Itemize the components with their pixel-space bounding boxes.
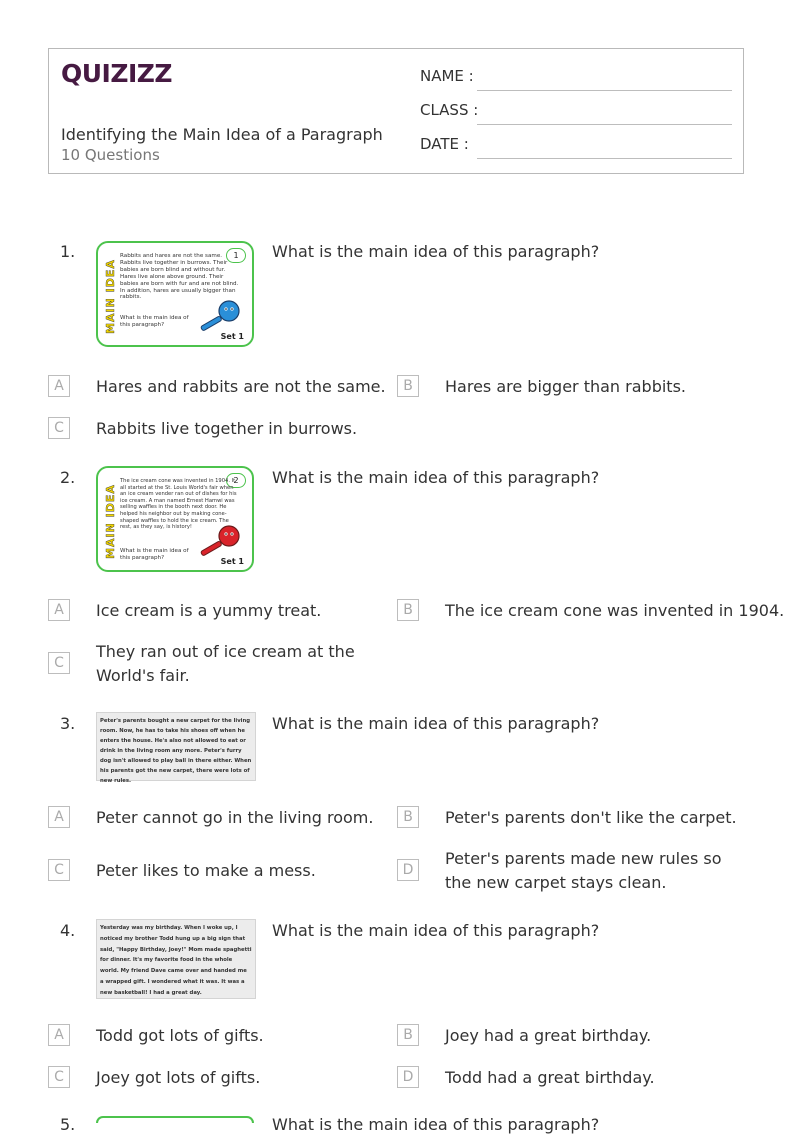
name-line[interactable] xyxy=(477,90,732,91)
question-image xyxy=(96,466,254,572)
question-text: What is the main idea of this paragraph? xyxy=(272,1115,600,1134)
option-letter-box[interactable]: A xyxy=(48,599,70,621)
option-text[interactable]: Ice cream is a yummy treat. xyxy=(96,601,322,620)
option-letter-box[interactable]: B xyxy=(397,806,419,828)
question-number: 5. xyxy=(60,1115,76,1134)
option-text[interactable]: Peter's parents don't like the carpet. xyxy=(445,808,737,827)
option-text[interactable]: Todd got lots of gifts. xyxy=(96,1026,264,1045)
option-text[interactable]: The ice cream cone was invented in 1904. xyxy=(445,601,785,620)
card-set: Set 1 xyxy=(220,332,244,341)
date-label: DATE : xyxy=(420,135,469,153)
option-text[interactable]: Hares are bigger than rabbits. xyxy=(445,377,686,396)
card-prompt: What is the main idea of this paragraph? xyxy=(120,315,189,328)
option-letter-box[interactable]: C xyxy=(48,417,70,439)
option-text[interactable]: Joey had a great birthday. xyxy=(445,1026,652,1045)
option-text[interactable]: Joey got lots of gifts. xyxy=(96,1068,261,1087)
option-text[interactable]: Peter likes to make a mess. xyxy=(96,861,316,880)
question-text: What is the main idea of this paragraph? xyxy=(272,468,600,487)
card-number: 2 xyxy=(226,473,246,488)
question-text: What is the main idea of this paragraph? xyxy=(272,921,600,940)
question-image xyxy=(96,1116,254,1123)
question-image: Peter's parents bought a new carpet for the living room. Now, he has to take his shoes off when he enters the house. He's also not allowed to eat or drink in the living room any more. Peter's furry dog isn't allowed to play ball in there either. When his parents got the new carpet, there were lots of new rules. xyxy=(96,712,256,781)
option-letter-box[interactable]: B xyxy=(397,375,419,397)
key-icon xyxy=(198,299,242,333)
option-letter-box[interactable]: C xyxy=(48,652,70,674)
main-idea-label: MAIN IDEA xyxy=(103,483,117,559)
class-field[interactable] xyxy=(420,101,732,125)
option-letter-box[interactable]: D xyxy=(397,1066,419,1088)
option-letter-box[interactable]: B xyxy=(397,1024,419,1046)
card-paragraph: Rabbits and hares are not the same. Rabbits live together in burrows. Their babies are born blind and without fur. Hares live alone above ground. Their babies are born with fur and are not blind. In addition, hares are usually bigger than rabbits. xyxy=(120,253,239,301)
main-idea-label: MAIN IDEA xyxy=(103,258,117,334)
date-field[interactable] xyxy=(420,135,732,159)
option-letter-box[interactable]: A xyxy=(48,1024,70,1046)
question-text: What is the main idea of this paragraph? xyxy=(272,714,600,733)
quizizz-logo: QUIZIZZ xyxy=(61,59,173,88)
name-field[interactable] xyxy=(420,67,732,91)
question-number: 3. xyxy=(60,714,76,733)
question-text: What is the main idea of this paragraph? xyxy=(272,242,600,261)
worksheet-header xyxy=(48,48,744,174)
class-label: CLASS : xyxy=(420,101,479,119)
option-text[interactable]: Hares and rabbits are not the same. xyxy=(96,377,386,396)
name-label: NAME : xyxy=(420,67,474,85)
card-set: Set 1 xyxy=(220,557,244,566)
question-number: 2. xyxy=(60,468,76,487)
question-image xyxy=(96,241,254,347)
option-text[interactable]: Peter cannot go in the living room. xyxy=(96,808,374,827)
class-line[interactable] xyxy=(477,124,732,125)
option-letter-box[interactable]: A xyxy=(48,806,70,828)
date-line[interactable] xyxy=(477,158,732,159)
question-count: 10 Questions xyxy=(61,146,160,164)
option-letter-box[interactable]: B xyxy=(397,599,419,621)
option-text[interactable]: Peter's parents made new rules so the new carpet stays clean. xyxy=(445,849,722,892)
card-paragraph: The ice cream cone was invented in 1904. It all started at the St. Louis World's fair when an ice cream vender ran out of dishes for his ice cream. A man named Ernest Hamwi was selling waffles in the booth next door. He helped his neighbor out by making cone-shaped waffles to hold the ice cream. The rest, as they say, is history! xyxy=(120,478,237,531)
question-number: 4. xyxy=(60,921,76,940)
option-letter-box[interactable]: C xyxy=(48,1066,70,1088)
card-prompt: What is the main idea of this paragraph? xyxy=(120,548,189,561)
option-text[interactable]: Rabbits live together in burrows. xyxy=(96,419,358,438)
option-text[interactable]: Todd had a great birthday. xyxy=(445,1068,655,1087)
option-text[interactable]: They ran out of ice cream at the World's fair. xyxy=(96,642,355,685)
option-letter-box[interactable]: C xyxy=(48,859,70,881)
card-number: 1 xyxy=(226,248,246,263)
option-letter-box[interactable]: A xyxy=(48,375,70,397)
question-number: 1. xyxy=(60,242,76,261)
key-icon xyxy=(198,524,242,558)
worksheet-title: Identifying the Main Idea of a Paragraph xyxy=(61,125,383,144)
question-image: Yesterday was my birthday. When I woke up, I noticed my brother Todd hung up a big sign that said, "Happy Birthday, Joey!" Mom made spaghetti for dinner. It's my favorite food in the whole world. My friend Dave came over and handed me a wrapped gift. I wondered what it was. It was a new basketball! I had a great day. xyxy=(96,919,256,999)
option-letter-box[interactable]: D xyxy=(397,859,419,881)
